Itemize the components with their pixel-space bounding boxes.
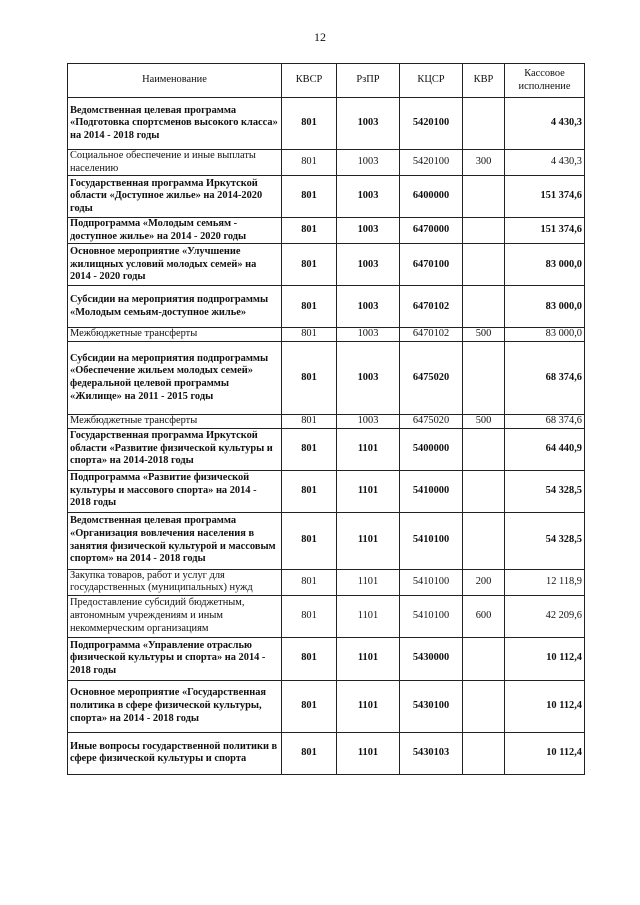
row-amount: 12 118,9 bbox=[505, 569, 585, 595]
row-rzpr: 1101 bbox=[337, 595, 400, 637]
row-kvr bbox=[463, 732, 505, 774]
row-rzpr: 1003 bbox=[337, 150, 400, 176]
row-kcsr: 5410100 bbox=[400, 512, 463, 569]
row-name: Государственная программа Иркутской области «Развитие физической культуры и спорта» на 2014-2018 годы bbox=[68, 428, 282, 470]
row-kcsr: 5430000 bbox=[400, 637, 463, 680]
row-kcsr: 6470102 bbox=[400, 286, 463, 328]
row-name: Предоставление субсидий бюджетным, автономным учреждениям и иным некоммерческим организациям bbox=[68, 595, 282, 637]
table-row bbox=[68, 98, 585, 150]
row-kcsr: 5430100 bbox=[400, 680, 463, 732]
header-kvr: КВР bbox=[463, 64, 505, 98]
row-kcsr: 5410100 bbox=[400, 595, 463, 637]
row-kvr bbox=[463, 428, 505, 470]
row-kvsr: 801 bbox=[282, 150, 337, 176]
row-kvsr: 801 bbox=[282, 595, 337, 637]
row-kvr bbox=[463, 244, 505, 286]
row-rzpr: 1003 bbox=[337, 218, 400, 244]
table-header-row bbox=[68, 64, 585, 98]
row-kvsr: 801 bbox=[282, 286, 337, 328]
row-kvsr: 801 bbox=[282, 414, 337, 428]
row-kcsr: 5400000 bbox=[400, 428, 463, 470]
row-amount: 83 000,0 bbox=[505, 244, 585, 286]
row-rzpr: 1003 bbox=[337, 98, 400, 150]
row-kvsr: 801 bbox=[282, 470, 337, 512]
row-kvr: 500 bbox=[463, 328, 505, 342]
row-kcsr: 5430103 bbox=[400, 732, 463, 774]
row-kcsr: 6470102 bbox=[400, 328, 463, 342]
row-rzpr: 1003 bbox=[337, 328, 400, 342]
row-kvsr: 801 bbox=[282, 341, 337, 414]
row-kvsr: 801 bbox=[282, 218, 337, 244]
table-row bbox=[68, 218, 585, 244]
row-name: Закупка товаров, работ и услуг для государственных (муниципальных) нужд bbox=[68, 569, 282, 595]
row-kvsr: 801 bbox=[282, 732, 337, 774]
row-kvr bbox=[463, 680, 505, 732]
row-kvr: 200 bbox=[463, 569, 505, 595]
row-name: Государственная программа Иркутской области «Доступное жилье» на 2014-2020 годы bbox=[68, 176, 282, 218]
row-kcsr: 5420100 bbox=[400, 150, 463, 176]
row-rzpr: 1003 bbox=[337, 341, 400, 414]
row-amount: 10 112,4 bbox=[505, 680, 585, 732]
row-name: Подпрограмма «Молодым семьям - доступное жилье» на 2014 - 2020 годы bbox=[68, 218, 282, 244]
table-row bbox=[68, 569, 585, 595]
row-rzpr: 1003 bbox=[337, 286, 400, 328]
row-rzpr: 1101 bbox=[337, 512, 400, 569]
row-kvr: 600 bbox=[463, 595, 505, 637]
row-kvr: 300 bbox=[463, 150, 505, 176]
row-name: Подпрограмма «Развитие физической культуры и массового спорта» на 2014 - 2018 годы bbox=[68, 470, 282, 512]
budget-execution-table bbox=[67, 63, 585, 775]
row-amount: 151 374,6 bbox=[505, 218, 585, 244]
row-kcsr: 5420100 bbox=[400, 98, 463, 150]
table-row bbox=[68, 637, 585, 680]
header-rzpr: РзПР bbox=[337, 64, 400, 98]
table-row bbox=[68, 428, 585, 470]
row-amount: 4 430,3 bbox=[505, 150, 585, 176]
row-name: Основное мероприятие «Государственная политика в сфере физической культуры, спорта» на 2014 - 2018 годы bbox=[68, 680, 282, 732]
row-kcsr: 5410100 bbox=[400, 569, 463, 595]
row-rzpr: 1101 bbox=[337, 637, 400, 680]
row-name: Субсидии на мероприятия подпрограммы «Обеспечение жильем молодых семей» федеральной целевой программы «Жилище» на 2011 - 2015 годы bbox=[68, 341, 282, 414]
row-amount: 68 374,6 bbox=[505, 414, 585, 428]
row-kcsr: 5410000 bbox=[400, 470, 463, 512]
table-row bbox=[68, 150, 585, 176]
page-number: 12 bbox=[314, 30, 326, 44]
row-rzpr: 1101 bbox=[337, 569, 400, 595]
row-kvr bbox=[463, 637, 505, 680]
table-row bbox=[68, 680, 585, 732]
row-kvsr: 801 bbox=[282, 680, 337, 732]
row-name: Межбюджетные трансферты bbox=[68, 328, 282, 342]
row-name: Ведомственная целевая программа «Организация вовлечения населения в занятия физической культурой и массовым спортом» на 2014 - 2018 годы bbox=[68, 512, 282, 569]
row-kvr bbox=[463, 341, 505, 414]
row-kvsr: 801 bbox=[282, 98, 337, 150]
row-rzpr: 1003 bbox=[337, 176, 400, 218]
row-amount: 54 328,5 bbox=[505, 512, 585, 569]
row-kcsr: 6470100 bbox=[400, 244, 463, 286]
row-name: Основное мероприятие «Улучшение жилищных условий молодых семей» на 2014 - 2020 годы bbox=[68, 244, 282, 286]
row-kvsr: 801 bbox=[282, 512, 337, 569]
table-row bbox=[68, 341, 585, 414]
row-kvr bbox=[463, 218, 505, 244]
table-row bbox=[68, 414, 585, 428]
row-kvr bbox=[463, 176, 505, 218]
row-rzpr: 1101 bbox=[337, 680, 400, 732]
table-row bbox=[68, 244, 585, 286]
header-kvsr: КВСР bbox=[282, 64, 337, 98]
row-name: Социальное обеспечение и иные выплаты населению bbox=[68, 150, 282, 176]
row-rzpr: 1101 bbox=[337, 428, 400, 470]
row-amount: 64 440,9 bbox=[505, 428, 585, 470]
row-amount: 10 112,4 bbox=[505, 637, 585, 680]
row-kvsr: 801 bbox=[282, 428, 337, 470]
row-amount: 83 000,0 bbox=[505, 328, 585, 342]
row-kvsr: 801 bbox=[282, 244, 337, 286]
row-rzpr: 1003 bbox=[337, 414, 400, 428]
row-kcsr: 6475020 bbox=[400, 414, 463, 428]
row-kvsr: 801 bbox=[282, 328, 337, 342]
row-name: Подпрограмма «Управление отраслью физической культуры и спорта» на 2014 - 2018 годы bbox=[68, 637, 282, 680]
table-row bbox=[68, 595, 585, 637]
row-rzpr: 1101 bbox=[337, 470, 400, 512]
row-kcsr: 6400000 bbox=[400, 176, 463, 218]
row-name: Субсидии на мероприятия подпрограммы «Молодым семьям-доступное жилье» bbox=[68, 286, 282, 328]
table-row bbox=[68, 512, 585, 569]
row-kvr bbox=[463, 470, 505, 512]
table-row bbox=[68, 328, 585, 342]
row-kvr bbox=[463, 512, 505, 569]
row-kcsr: 6470000 bbox=[400, 218, 463, 244]
header-name: Наименование bbox=[68, 64, 282, 98]
table-row bbox=[68, 176, 585, 218]
row-kcsr: 6475020 bbox=[400, 341, 463, 414]
row-amount: 42 209,6 bbox=[505, 595, 585, 637]
row-amount: 83 000,0 bbox=[505, 286, 585, 328]
table-body bbox=[68, 98, 585, 775]
row-kvr bbox=[463, 98, 505, 150]
row-rzpr: 1003 bbox=[337, 244, 400, 286]
row-name: Ведомственная целевая программа «Подготовка спортсменов высокого класса» на 2014 - 2018 годы bbox=[68, 98, 282, 150]
table-row bbox=[68, 732, 585, 774]
row-name: Иные вопросы государственной политики в сфере физической культуры и спорта bbox=[68, 732, 282, 774]
header-kcsr: КЦСР bbox=[400, 64, 463, 98]
row-amount: 4 430,3 bbox=[505, 98, 585, 150]
row-amount: 54 328,5 bbox=[505, 470, 585, 512]
row-amount: 151 374,6 bbox=[505, 176, 585, 218]
row-kvr bbox=[463, 286, 505, 328]
row-rzpr: 1101 bbox=[337, 732, 400, 774]
row-kvr: 500 bbox=[463, 414, 505, 428]
row-amount: 10 112,4 bbox=[505, 732, 585, 774]
row-amount: 68 374,6 bbox=[505, 341, 585, 414]
header-amount: Кассовое исполнение bbox=[505, 64, 585, 98]
row-kvsr: 801 bbox=[282, 637, 337, 680]
row-kvsr: 801 bbox=[282, 569, 337, 595]
row-kvsr: 801 bbox=[282, 176, 337, 218]
row-name: Межбюджетные трансферты bbox=[68, 414, 282, 428]
table-row bbox=[68, 286, 585, 328]
table-row bbox=[68, 470, 585, 512]
